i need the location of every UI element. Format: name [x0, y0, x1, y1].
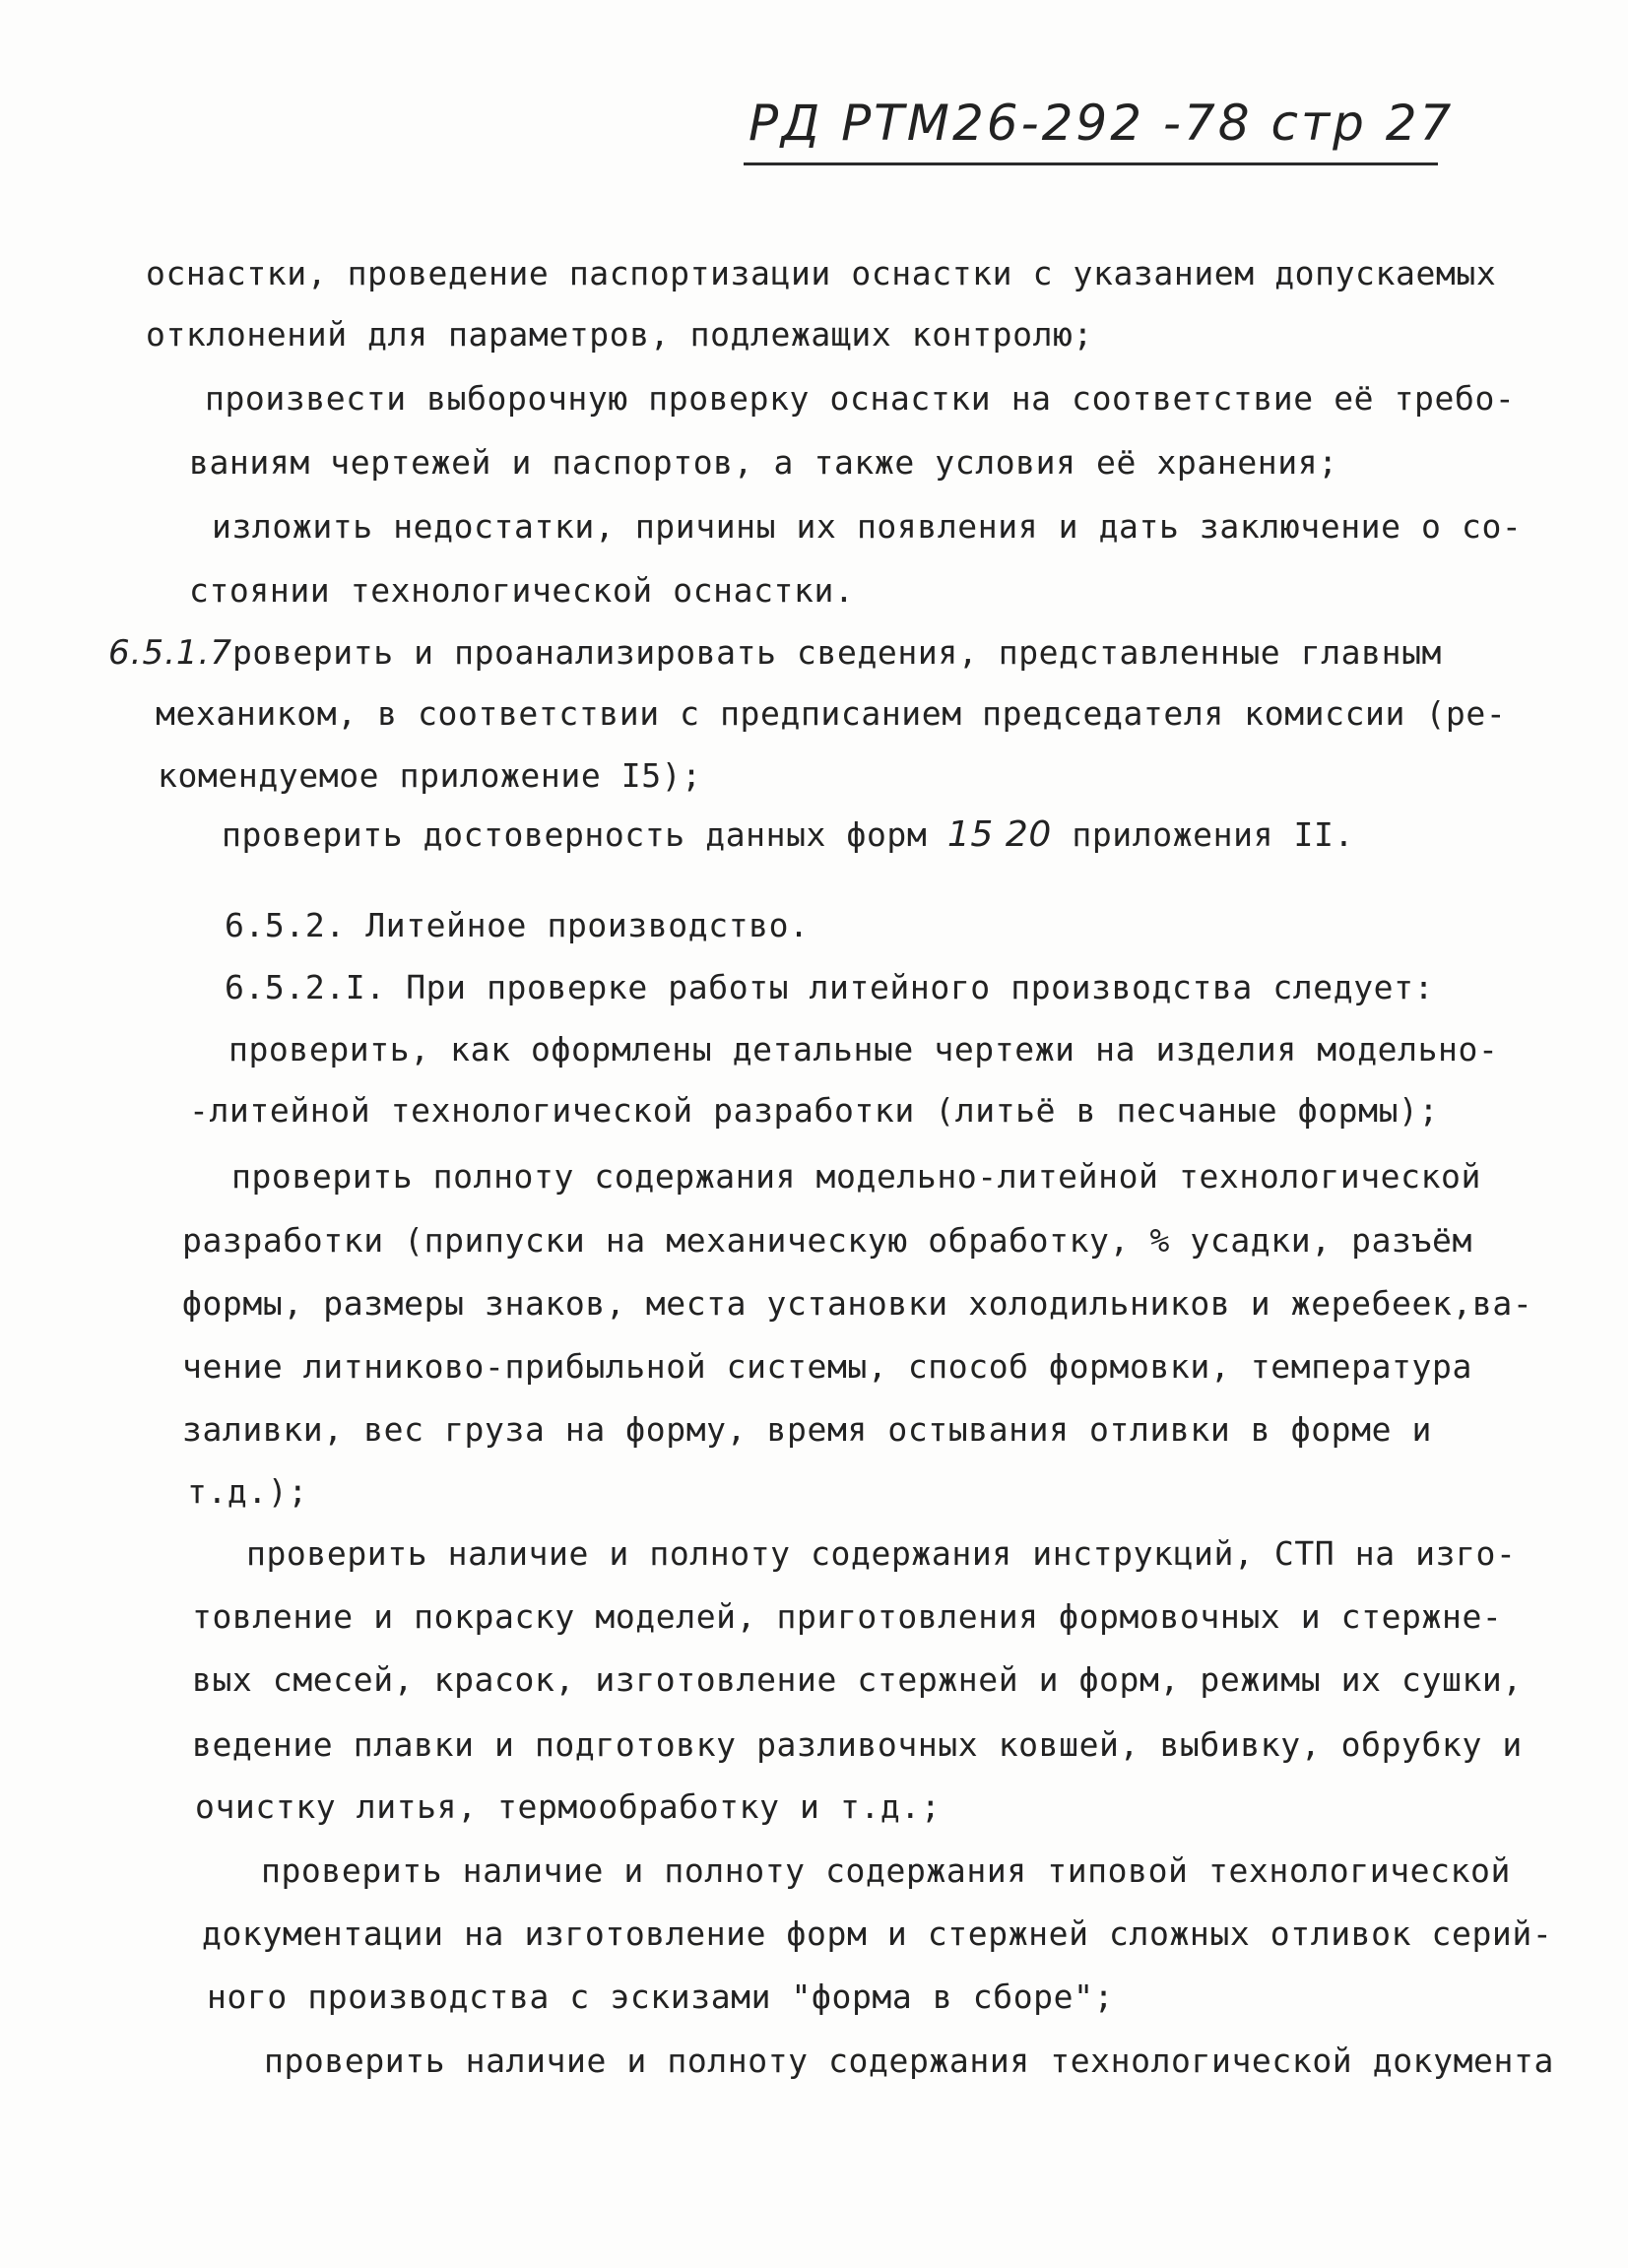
text-line-12: 6.5.2.I. При проверке работы литейного производства следует: [225, 968, 1435, 1006]
check-line-suffix: приложения II. [1072, 815, 1354, 854]
text-line-28: ного производства с эскизами "форма в сборе"; [207, 1977, 1115, 2016]
text-line-27: документации на изготовление форм и стержней сложных отливок серий- [202, 1914, 1553, 1953]
text-line-19: заливки, вес груза на форму, время остывания отливки в форме и [182, 1410, 1432, 1449]
text-line-23: вых смесей, красок, изготовление стержней и форм, режимы их сушки, [192, 1660, 1523, 1699]
text-line-13: проверить, как оформлены детальные чертежи на изделия модельно- [228, 1030, 1499, 1069]
text-line-29: проверить наличие и полноту содержания технологической документа [264, 2041, 1554, 2080]
margin-section-number: 6.5.1.7 [108, 633, 232, 673]
handwritten-form-numbers: 15 20 [946, 814, 1052, 855]
text-line-18: чение литниково-прибыльной системы, способ формовки, температура [182, 1347, 1472, 1386]
check-line-prefix: проверить достоверность данных форм [222, 815, 928, 854]
text-line-6: стоянии технологической оснастки. [189, 571, 855, 610]
text-line-7 [108, 633, 1442, 673]
header-underline [744, 162, 1438, 165]
text-line-15: проверить полноту содержания модельно-литейной технологической [231, 1157, 1481, 1196]
text-line-1: оснастки, проведение паспортизации оснастки с указанием допускаемых [146, 254, 1497, 292]
text-line-3: произвести выборочную проверку оснастки на соответствие её требо- [205, 379, 1516, 418]
text-line-24: ведение плавки и подготовку разливочных ковшей, выбивку, обрубку и [192, 1725, 1523, 1764]
text-line-8: механиком, в соответствии с предписанием председателя комиссии (ре- [156, 694, 1507, 733]
text-line-25: очистку литья, термообработку и т.д.; [195, 1787, 942, 1826]
text-line-22: товление и покраску моделей, приготовления формовочных и стержне- [192, 1597, 1503, 1636]
text-line-4: ваниям чертежей и паспортов, а также условия её хранения; [189, 443, 1338, 482]
text-line-7-body: роверить и проанализировать сведения, представленные главным [231, 633, 1443, 672]
text-line-5: изложить недостатки, причины их появления и дать заключение о со- [212, 507, 1523, 546]
document-code-header: РД РТМ26-292 -78 стр 27 [749, 95, 1455, 152]
text-line-26: проверить наличие и полноту содержания типовой технологической [261, 1851, 1511, 1890]
section-heading: 6.5.2. Литейное производство. [225, 906, 810, 944]
text-line-17: формы, размеры знаков, места установки холодильников и жеребеек,ва- [182, 1284, 1533, 1323]
text-line-16: разработки (припуски на механическую обработку, % усадки, разъём [182, 1221, 1472, 1260]
text-line-10 [222, 815, 1354, 855]
text-line-2: отклонений для параметров, подлежащих контролю; [146, 315, 1093, 354]
text-line-21: проверить наличие и полноту содержания инструкций, СТП на изго- [246, 1534, 1517, 1573]
text-line-14: -литейной технологической разработки (литьё в песчаные формы); [189, 1091, 1439, 1130]
text-line-20: т.д.); [187, 1472, 308, 1511]
text-line-9: комендуемое приложение I5); [158, 756, 702, 795]
